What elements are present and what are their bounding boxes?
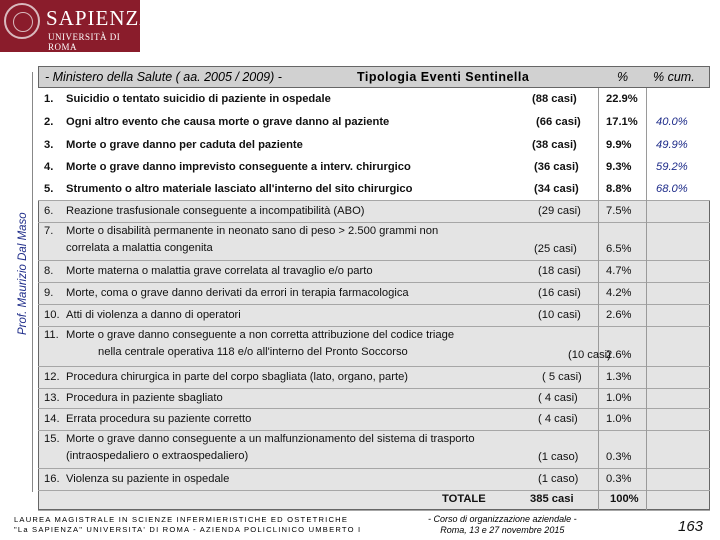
row-divider: [38, 282, 710, 283]
row-number: 1.: [44, 93, 54, 105]
row-divider: [38, 366, 710, 367]
row-divider: [38, 490, 710, 491]
row-count: (36 casi): [534, 161, 579, 173]
row-divider: [38, 388, 710, 389]
total-label: TOTALE: [442, 493, 486, 505]
row-description: Strumento o altro materiale lasciato all'interno del sito chirurgico: [66, 183, 413, 195]
row-percent: 1.3%: [606, 371, 632, 383]
header-source: - Ministero della Salute ( aa. 2005 / 2009) -: [45, 70, 282, 84]
row-description: Ogni altro evento che causa morte o grave danno al paziente: [66, 116, 390, 128]
row-description: Morte materna o malattia grave correlata al travaglio e/o parto: [66, 265, 373, 277]
row-number: 13.: [44, 392, 60, 404]
row-percent: 1.0%: [606, 413, 632, 425]
row-description: Procedura in paziente sbagliato: [66, 392, 223, 404]
footer-course-line1: LAUREA MAGISTRALE IN SCIENZE INFERMIERISTICHE ED OSTETRICHE: [14, 515, 349, 524]
row-number: 3.: [44, 139, 54, 151]
row-number: 14.: [44, 413, 60, 425]
row-percent: 7.5%: [606, 205, 632, 217]
row-number: 9.: [44, 287, 54, 299]
row-description: Reazione trasfusionale conseguente a incompatibilità (ABO): [66, 205, 365, 217]
row-divider: [38, 222, 710, 223]
row-count: (25 casi): [534, 243, 577, 255]
row-description: Morte o grave danno conseguente a non corretta attribuzione del codice triage: [66, 329, 455, 341]
row-divider: [38, 430, 710, 431]
row-count: (10 casi): [568, 349, 611, 361]
row-divider: [38, 260, 710, 261]
row-number: 6.: [44, 205, 54, 217]
row-number: 2.: [44, 116, 54, 128]
footer-course-line2: "La SAPIENZA" UNIVERSITA' DI ROMA - AZIENDA POLICLINICO UMBERTO I: [14, 525, 362, 534]
column-divider: [598, 88, 599, 510]
row-number: 16.: [44, 473, 60, 485]
total-count: 385 casi: [530, 493, 574, 505]
row-count: ( 4 casi): [538, 413, 578, 425]
logo-name: SAPIENZA: [46, 6, 156, 30]
header-category: Tipologia Eventi Sentinella: [357, 70, 530, 84]
row-percent: 0.3%: [606, 451, 632, 463]
row-cumulative: 49.9%: [656, 139, 688, 151]
row-count: (66 casi): [536, 116, 581, 128]
row-number: 15.: [44, 433, 60, 445]
row-description: Atti di violenza a danno di operatori: [66, 309, 241, 321]
row-count: (29 casi): [538, 205, 581, 217]
university-seal-icon: [4, 3, 40, 39]
row-count: (1 caso): [538, 473, 579, 485]
row-divider: [38, 304, 710, 305]
row-count: (38 casi): [532, 139, 577, 151]
row-number: 12.: [44, 371, 60, 383]
page-number: 163: [678, 518, 704, 535]
row-description: Morte o grave danno per caduta del paziente: [66, 139, 303, 151]
row-percent: 17.1%: [606, 116, 638, 128]
row-divider: [38, 408, 710, 409]
row-cumulative: 68.0%: [656, 183, 688, 195]
row-percent: 9.9%: [606, 139, 632, 151]
row-number: 4.: [44, 161, 54, 173]
row-number: 7.: [44, 225, 54, 237]
header-percent: %: [617, 70, 629, 84]
footer-event-line2: Roma, 13 e 27 novembre 2015: [440, 525, 565, 535]
row-description: Morte, coma o grave danno derivati da errori in terapia farmacologica: [66, 287, 409, 299]
header-cumulative: % cum.: [653, 70, 695, 84]
row-description-cont: nella centrale operativa 118 e/o all'interno del Pronto Soccorso: [98, 346, 408, 358]
row-percent: 2.6%: [606, 349, 632, 361]
table-bottom-border: [38, 510, 710, 511]
row-count: (1 caso): [538, 451, 579, 463]
row-count: ( 4 casi): [538, 392, 578, 404]
row-cumulative: 40.0%: [656, 116, 688, 128]
row-divider: [38, 468, 710, 469]
row-percent: 4.7%: [606, 265, 632, 277]
row-number: 11.: [44, 329, 59, 341]
footer-event-line1: - Corso di organizzazione aziendale -: [428, 514, 577, 524]
row-number: 8.: [44, 265, 54, 277]
row-percent: 0.3%: [606, 473, 632, 485]
logo-subtitle: UNIVERSITÀ DI ROMA: [48, 32, 121, 52]
row-percent: 6.5%: [606, 243, 632, 255]
row-description: Errata procedura su paziente corretto: [66, 413, 252, 425]
author-label: Prof. Maurizio Dal Maso: [17, 212, 29, 335]
row-percent: 22.9%: [606, 93, 638, 105]
row-description: Morte o grave danno conseguente a un malfunzionamento del sistema di trasporto: [66, 433, 475, 445]
side-divider: [32, 72, 33, 492]
row-divider: [38, 200, 710, 201]
row-description-cont: (intraospedaliero o extraospedaliero): [66, 450, 249, 462]
row-number: 10.: [44, 309, 60, 321]
row-percent: 2.6%: [606, 309, 632, 321]
row-cumulative: 59.2%: [656, 161, 688, 173]
row-count: (34 casi): [534, 183, 579, 195]
row-divider: [38, 326, 710, 327]
footer-event: [428, 514, 577, 536]
row-count: (10 casi): [538, 309, 581, 321]
total-percent: 100%: [610, 493, 639, 505]
row-description: Suicidio o tentato suicidio di paziente in ospedale: [66, 93, 331, 105]
sapienza-logo: [0, 0, 156, 52]
row-description: Procedura chirurgica in parte del corpo sbagliata (lato, organo, parte): [66, 371, 409, 383]
footer-course: [14, 515, 361, 535]
row-number: 5.: [44, 183, 54, 195]
row-percent: 4.2%: [606, 287, 632, 299]
row-description: Violenza su paziente in ospedale: [66, 473, 230, 485]
row-count: (88 casi): [532, 93, 577, 105]
column-divider: [646, 88, 647, 510]
row-percent: 9.3%: [606, 161, 632, 173]
row-count: (18 casi): [538, 265, 581, 277]
table-header: [38, 66, 710, 88]
row-percent: 8.8%: [606, 183, 632, 195]
row-description: Morte o grave danno imprevisto conseguente a interv. chirurgico: [66, 161, 411, 173]
row-percent: 1.0%: [606, 392, 632, 404]
row-description-cont: correlata a malattia congenita: [66, 242, 213, 254]
row-count: (16 casi): [538, 287, 581, 299]
row-description: Morte o disabilità permanente in neonato sano di peso > 2.500 grammi non: [66, 225, 439, 237]
row-count: ( 5 casi): [542, 371, 582, 383]
